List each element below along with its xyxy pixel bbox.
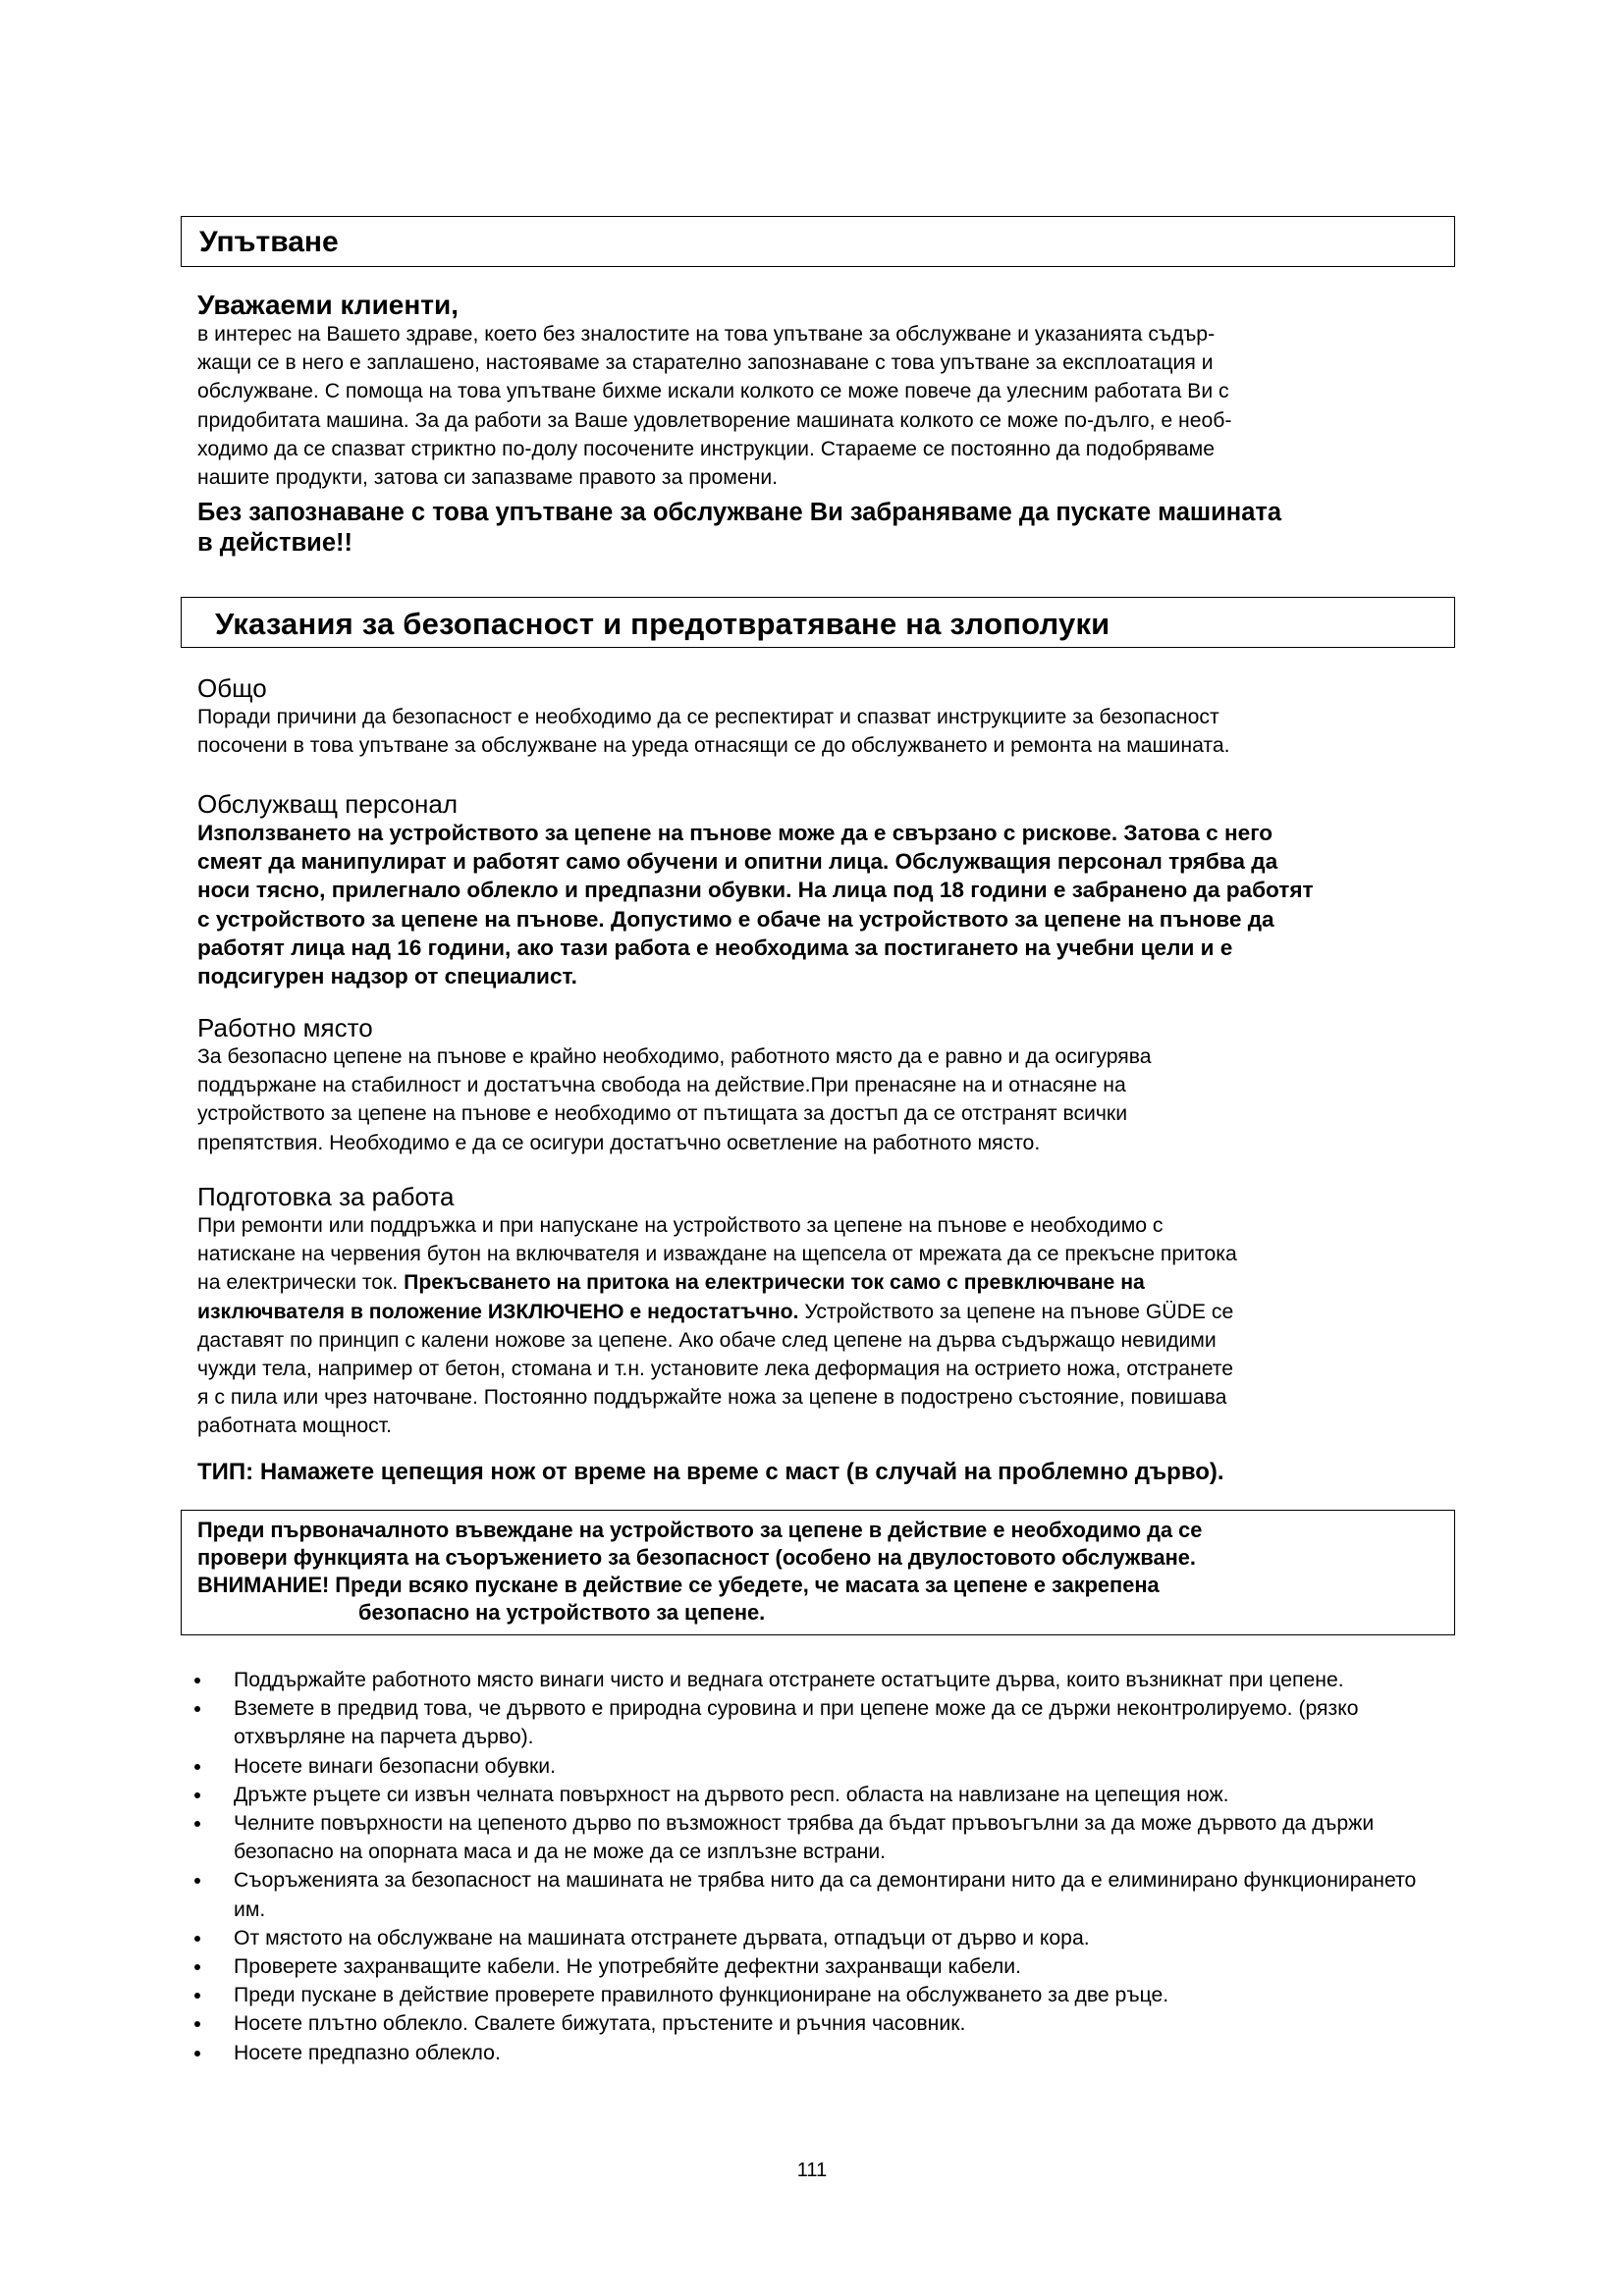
list-item: Носете предпазно облекло. <box>192 2039 1469 2067</box>
warning-line: безопасно на устройството за цепене. <box>358 1600 766 1625</box>
text-line: натискане на червения бутон на включвателя и изваждане на щепсела от мрежата да се прекъсне притока <box>197 1243 1237 1266</box>
text-line: смеят да манипулират и работят само обучени и опитни лица. Обслужващия персонал трябва да <box>197 849 1278 875</box>
list-item: Вземете в предвид това, че дървото е природна суровина и при цепене може да се държи неконтролируемо. (рязко отхвърляне на парчета дърво). <box>192 1694 1392 1751</box>
greeting-title: Уважаеми клиенти, <box>197 290 459 320</box>
list-item: Челните повърхности на цепеното дърво по възможност трябва да бъдат пръвоъгълни за да може дървото да държи безопасно на опорната маса и да не може да се изплъзне встрани. <box>192 1809 1392 1866</box>
text-line: работят лица над 16 години, ако тази работа е необходима за постигането на учебни цели и е <box>197 934 1233 960</box>
text-line: За безопасно цепене на пънове е крайно необходимо, работното място да е равно и да осигурява <box>197 1045 1152 1068</box>
text-line: Поради причини да безопасност е необходимо да се респектират и спазват инструкциите за безопасност <box>197 706 1219 728</box>
page-number: 111 <box>796 2160 828 2181</box>
text-line <box>197 1298 1474 1326</box>
section-header-manual: Упътване <box>181 216 1455 267</box>
text-line: работната мощност. <box>197 1415 392 1438</box>
list-item: Носете винаги безопасни обувки. <box>192 1752 1469 1781</box>
list-item: От мястото на обслужване на машината отстранете дървата, отпадъци от дърво и кора. <box>192 1924 1469 1952</box>
text-line: поддържане на стабилност и достатъчна свобода на действие.При пренасяне на и отнасяне на <box>197 1074 1126 1097</box>
text-line: жащи се в него е заплашено, настояваме за старателно запознаване с това упътване за експлоатация и <box>197 351 1214 375</box>
text-line: с устройството за цепене на пънове. Допустимо е обаче на устройството за цепене на пънове да <box>197 906 1274 932</box>
general-title: Общо <box>197 673 267 703</box>
warning-line: в действие!! <box>197 529 352 558</box>
greeting-section <box>197 291 1474 559</box>
warning-line: ВНИМАНИЕ! Преди всяко пускане в действие се убедете, че масата за цепене е закрепена <box>197 1573 1160 1597</box>
text-line: подсигурен надзор от специалист. <box>197 964 577 989</box>
preparation-text <box>197 1211 1474 1441</box>
text-line: чужди тела, например от бетон, стомана и т.н. установите лека деформация на острието ножа, отстранете <box>197 1358 1234 1381</box>
text-run: Устройството за цепене на пънове GÜDE се <box>798 1300 1234 1323</box>
staff-title: Обслужващ персонал <box>197 789 459 819</box>
text-line: я с пила или чрез наточване. Постоянно поддържайте ножа за цепене в подострено състояние, повишава <box>197 1386 1227 1410</box>
warning-line: Без запознаване с това упътване за обслужване Ви забраняваме да пускате машината <box>197 499 1282 527</box>
safety-bullet-list <box>192 1666 1469 2067</box>
tip-text: ТИП: Намажете цепещия нож от време на време с маст (в случай на проблемно дърво). <box>197 1459 1224 1485</box>
warning-line: провери функцията на съоръжението за безопасност (особено на двулостовото обслужване. <box>197 1545 1196 1570</box>
preparation-section <box>197 1182 1474 1441</box>
text-line: нашите продукти, затова си запазваме правото за промени. <box>197 466 779 490</box>
warning-box <box>181 1510 1455 1635</box>
preparation-title: Подготовка за работа <box>197 1182 455 1211</box>
staff-section <box>197 789 1474 990</box>
general-section <box>197 673 1474 760</box>
workplace-text <box>197 1042 1474 1157</box>
workplace-title: Работно място <box>197 1013 373 1042</box>
text-line: устройството за цепене на пънове е необходимо от пътищата за достъп да се отстранят всички <box>197 1102 1128 1126</box>
text-line: даставят по принцип с калени ножове за цепене. Ако обаче след цепене на дърва съдържащо невидими <box>197 1328 1217 1352</box>
section-header-safety: Указания за безопасност и предотвратяване на злополуки <box>181 597 1455 648</box>
text-line: При ремонти или поддръжка и при напускане на устройството за цепене на пънове е необходимо с <box>197 1214 1164 1237</box>
general-text <box>197 703 1474 760</box>
list-item: Преди пускане в действие проверете правилното функциониране на обслужването за две ръце. <box>192 1981 1469 2009</box>
staff-text <box>197 819 1474 990</box>
list-item: Дръжте ръцете си извън челната повърхност на дървото респ. областа на навлизане на цепещия нож. <box>192 1781 1469 1809</box>
list-item: Поддържайте работното място винаги чисто и веднага отстранете остатъците дърва, които възникнат при цепене. <box>192 1666 1412 1694</box>
text-line <box>197 1268 1474 1297</box>
emphasis-run: Прекъсването на притока на електрически ток само с превключване на <box>404 1271 1145 1295</box>
text-line: носи тясно, прилегнало облекло и предпазни обувки. На лица под 18 години е забранено да работят <box>197 878 1314 903</box>
text-line: ходимо да се спазват стриктно по-долу посочените инструкции. Стараеме се постоянно да подобряваме <box>197 437 1216 460</box>
list-item: Проверете захранващите кабели. Не употребяйте дефектни захранващи кабели. <box>192 1952 1469 1981</box>
text-line: препятствия. Необходимо е да се осигури достатъчно осветление на работното място. <box>197 1131 1041 1154</box>
workplace-section <box>197 1013 1474 1157</box>
list-item: Съоръженията за безопасност на машината не трябва нито да са демонтирани нито да е елиминирано функционирането им. <box>192 1866 1432 1923</box>
greeting-text <box>197 320 1474 492</box>
text-line: придобитата машина. За да работи за Ваше удовлетворение машината колкото се може по-дълго, е необ- <box>197 408 1232 432</box>
warning-line: Преди първоначалното въвеждане на устройството за цепене в действие е необходимо да се <box>197 1518 1203 1542</box>
text-line: Използването на устройството за цепене на пънове може да е свързано с рискове. Затова с него <box>197 821 1273 845</box>
text-run: на електрически ток. <box>197 1271 405 1295</box>
text-line: обслужване. С помоща на това упътване бихме искали колкото се може повече да улесним работата Ви с <box>197 380 1229 403</box>
intro-warning <box>197 498 1474 559</box>
list-item: Носете плътно облекло. Свалете бижутата, пръстените и ръчния часовник. <box>192 2009 1469 2038</box>
text-line: посочени в това упътване за обслужване на уреда отнасящи се до обслужването и ремонта на машината. <box>197 734 1230 758</box>
emphasis-run: изключвателя в положение ИЗКЛЮЧЕНО е недостатъчно. <box>197 1300 799 1323</box>
text-line: в интерес на Вашето здраве, което без зналостите на това упътване за обслужване и указанията съдър- <box>197 323 1216 346</box>
